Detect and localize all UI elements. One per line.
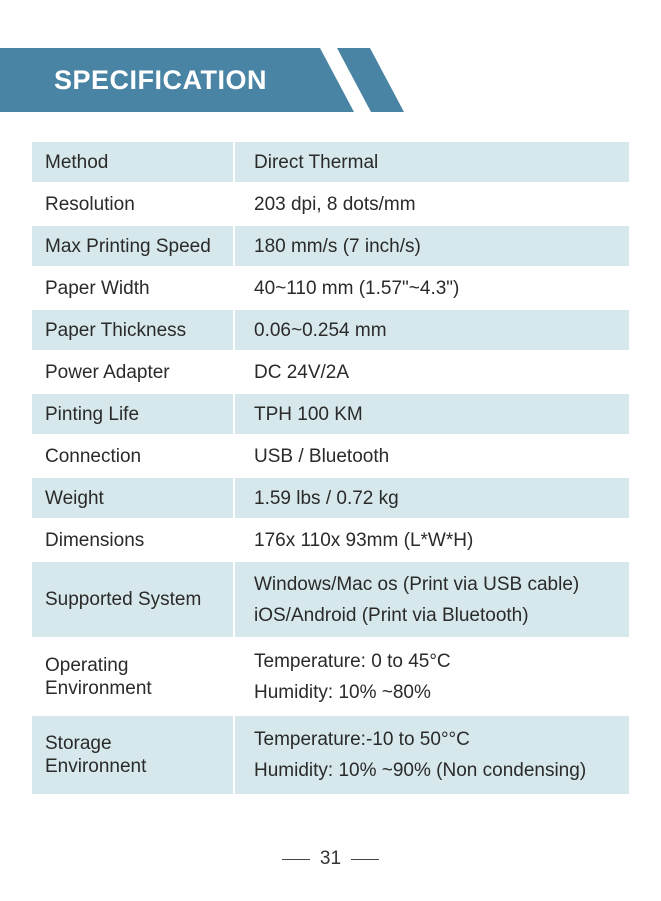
- spec-row: [32, 268, 629, 308]
- spec-value: [235, 394, 629, 434]
- spec-value: [235, 436, 629, 476]
- spec-label: [32, 394, 233, 434]
- footer-dash-left: [282, 859, 310, 860]
- spec-value-line: USB / Bluetooth: [254, 445, 390, 467]
- spec-value-line: Temperature: 0 to 45°C: [254, 650, 451, 672]
- spec-label-line: Storage: [45, 733, 112, 754]
- spec-row: [32, 310, 629, 350]
- section-banner: [0, 48, 410, 112]
- spec-value-line: TPH 100 KM: [254, 403, 363, 425]
- spec-label-line: Power Adapter: [45, 361, 170, 383]
- spec-value-line: Temperature:-10 to 50°°C: [254, 729, 470, 750]
- spec-value-line: iOS/Android (Print via Bluetooth): [254, 604, 529, 626]
- spec-value: [235, 310, 629, 350]
- spec-row: [32, 639, 629, 714]
- spec-row: [32, 142, 629, 182]
- spec-label: [32, 184, 233, 224]
- spec-value-line: DC 24V/2A: [254, 361, 350, 383]
- spec-value: [235, 184, 629, 224]
- spec-value-line: 0.06~0.254 mm: [254, 319, 387, 341]
- spec-value: [235, 478, 629, 518]
- spec-label-line: Supported System: [45, 589, 202, 610]
- spec-label: [32, 352, 233, 392]
- footer-dash-right: [351, 859, 379, 860]
- spec-row: [32, 716, 629, 794]
- spec-table: [32, 142, 629, 796]
- spec-row: [32, 184, 629, 224]
- spec-row: [32, 394, 629, 434]
- spec-value-line: Humidity: 10% ~90% (Non condensing): [254, 760, 587, 781]
- spec-value: [235, 639, 629, 714]
- spec-label-line: Resolution: [45, 193, 135, 215]
- spec-label-line: Max Printing Speed: [45, 235, 211, 257]
- spec-row: [32, 478, 629, 518]
- spec-value: [235, 562, 629, 637]
- spec-label: [32, 716, 233, 794]
- spec-value: [235, 142, 629, 182]
- spec-value-line: 176x 110x 93mm (L*W*H): [254, 529, 474, 551]
- spec-label: [32, 268, 233, 308]
- page-number: 31: [319, 848, 342, 869]
- spec-value-line: 1.59 lbs / 0.72 kg: [254, 487, 399, 509]
- spec-label: [32, 436, 233, 476]
- spec-row: [32, 226, 629, 266]
- spec-label-line: Method: [45, 151, 109, 173]
- spec-value-line: 40~110 mm (1.57"~4.3"): [254, 277, 460, 299]
- spec-label-line: Environnent: [45, 756, 147, 777]
- spec-value: [235, 268, 629, 308]
- spec-value: [235, 716, 629, 794]
- spec-label: [32, 520, 233, 560]
- spec-label: [32, 310, 233, 350]
- spec-label-line: Weight: [45, 487, 104, 509]
- spec-row: [32, 520, 629, 560]
- spec-label-line: Paper Width: [45, 277, 150, 299]
- spec-value-line: Humidity: 10% ~80%: [254, 681, 431, 703]
- spec-value: [235, 520, 629, 560]
- spec-label-line: Operating: [45, 654, 129, 676]
- spec-label-line: Dimensions: [45, 529, 145, 551]
- page-title: SPECIFICATION: [54, 65, 268, 95]
- spec-value-line: Windows/Mac os (Print via USB cable): [254, 573, 580, 595]
- spec-label-line: Pinting Life: [45, 403, 140, 425]
- spec-value-line: Direct Thermal: [254, 151, 379, 173]
- spec-row: [32, 436, 629, 476]
- spec-value-line: 203 dpi, 8 dots/mm: [254, 193, 416, 215]
- spec-label-line: Environment: [45, 677, 152, 699]
- spec-label-line: Connection: [45, 445, 142, 467]
- spec-label: [32, 226, 233, 266]
- spec-row: [32, 562, 629, 637]
- spec-label: [32, 478, 233, 518]
- spec-label-line: Paper Thickness: [45, 319, 187, 341]
- page-footer: [0, 848, 661, 870]
- spec-value: [235, 226, 629, 266]
- spec-label: [32, 562, 233, 637]
- spec-value-line: 180 mm/s (7 inch/s): [254, 235, 421, 257]
- spec-value: [235, 352, 629, 392]
- spec-label: [32, 639, 233, 714]
- spec-row: [32, 352, 629, 392]
- spec-label: [32, 142, 233, 182]
